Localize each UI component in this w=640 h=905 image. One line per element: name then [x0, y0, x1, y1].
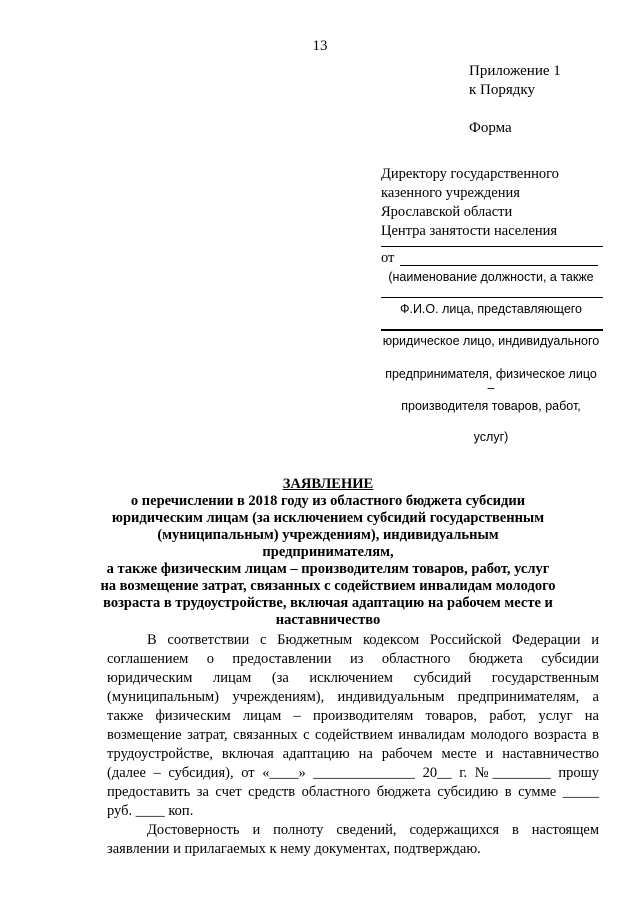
- hint-line-3: юридическое лицо, индивидуального: [382, 334, 600, 348]
- blank-line-from: [400, 265, 598, 266]
- body-paragraph-1: В соответствии с Бюджетным кодексом Российской Федерации и соглашением о предоставлении из областного бюджета субсидии юридическим лицам (за исключением субсидий государственным (муниципальным) учреждениям), индивидуальным предпринимателям, а также физическим лицам – производителям товаров, работ, услуг на возмещение затрат, связанных с содействием инвалидам молодого возраста в трудоустройстве, включая адаптацию на рабочем месте и наставничество (далее – субсидия), от «____» ______________ 20__ г. №________ прошу предоставить за счет средств областного бюджета субсидию в сумме _____ руб. ____ коп.: [107, 632, 599, 819]
- addressee-line-3: Ярославской области: [381, 204, 513, 220]
- addressee-line-2: казенного учреждения: [381, 185, 520, 201]
- blank-line-2: [381, 297, 603, 298]
- blank-line-3: [381, 329, 603, 331]
- statement-description: о перечислении в 2018 году из областного бюджета субсидии юридическим лицам (за исключением субсидий государственным (муниципальным) учреждениям), индивидуальным предпринимателям, а также физическим лицам – производителям товаров, работ, услуг на возмещение затрат, связанных с содействием инвалидам молодого возраста в трудоустройстве, включая адаптацию на рабочем месте и наставничество: [100, 493, 556, 628]
- addressee-block: [381, 165, 601, 241]
- statement-heading: ЗАЯВЛЕНИЕ: [282, 476, 374, 492]
- hint-line-1: (наименование должности, а также: [388, 270, 594, 284]
- page-number: 13: [312, 38, 328, 54]
- blank-line-1: [381, 246, 603, 247]
- annex-line-1: Приложение 1: [469, 63, 561, 79]
- body-paragraph-2: Достоверность и полноту сведений, содержащихся в настоящем заявлении и прилагаемых к нему документах, подтверждаю.: [107, 822, 599, 857]
- from-label: от: [381, 250, 395, 266]
- statement-title: [100, 476, 556, 629]
- hint-line-6: услуг): [473, 430, 509, 444]
- hint-line-5: производителя товаров, работ,: [401, 399, 581, 413]
- hint-line-4: предпринимателя, физическое лицо –: [385, 367, 597, 395]
- form-label: Форма: [469, 120, 512, 136]
- addressee-line-4: Центра занятости населения: [381, 223, 558, 239]
- hint-line-2: Ф.И.О. лица, представляющего: [399, 302, 583, 316]
- annex-line-2: к Порядку: [469, 82, 535, 98]
- annex-block: [469, 62, 561, 138]
- addressee-line-1: Директору государственного: [381, 166, 559, 182]
- statement-body: [107, 631, 599, 859]
